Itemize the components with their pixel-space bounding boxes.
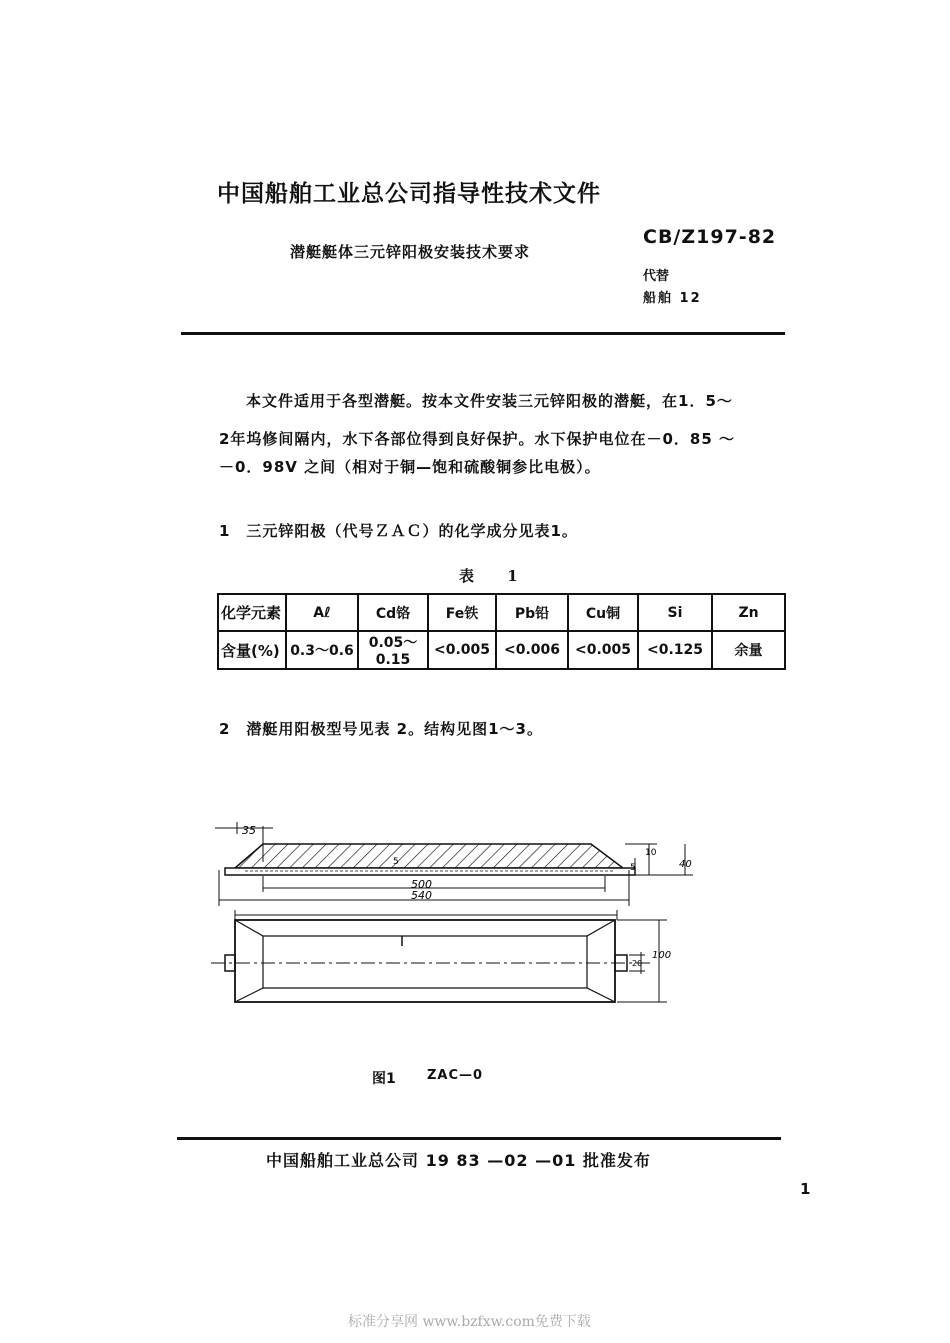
table-cell: <0.005: [428, 631, 496, 669]
intro-paragraph-line: －0．98V 之间（相对于铜—饱和硫酸铜参比电极）。: [219, 458, 601, 476]
figure-label: 图1: [372, 1071, 396, 1087]
table-cell: <0.005: [568, 631, 638, 669]
footer-divider: [177, 1137, 781, 1140]
dim-10: 10: [645, 848, 657, 858]
table-cell: 0.3～0.6: [286, 631, 358, 669]
intro-paragraph-line: 本文件适用于各型潜艇。按本文件安装三元锌阳极的潜艇，在1．5～: [246, 392, 733, 410]
dim-20: 20: [632, 959, 643, 968]
watermark: 标准分享网 www.bzfxw.com免费下载: [348, 1314, 591, 1330]
dim-35: 35: [242, 824, 256, 837]
table-cell: Cd铬: [358, 594, 428, 631]
table-cell: <0.125: [638, 631, 712, 669]
standard-code: CB/Z197-82: [643, 226, 777, 248]
clause-2: 2 潜艇用阳极型号见表 2。结构见图1～3。: [219, 720, 543, 738]
header-divider: [181, 332, 785, 335]
dim-5-step: 5: [630, 863, 636, 873]
figure-id: ZAC—0: [427, 1068, 484, 1083]
replaces-label: 代替: [643, 269, 670, 284]
dim-100: 100: [652, 950, 672, 961]
table-cell: 余量: [712, 631, 785, 669]
composition-table: [217, 593, 786, 670]
table-caption: 表 1: [459, 567, 532, 585]
issue-line: 中国船舶工业总公司 19 83 —02 —01 批准发布: [266, 1151, 651, 1170]
document-title: 潜艇艇体三元锌阳极安装技术要求: [290, 243, 531, 261]
table-cell: Aℓ: [286, 594, 358, 631]
dim-540: 540: [411, 889, 432, 902]
page-number: 1: [800, 1180, 811, 1198]
dim-500: 500: [411, 878, 432, 891]
intro-paragraph-line: 2年坞修间隔内，水下各部位得到良好保护。水下保护电位在－0．85 ～: [219, 430, 735, 448]
table-header-row: [218, 594, 785, 631]
organization-title: 中国船舶工业总公司指导性技术文件: [217, 180, 601, 207]
table-cell: Zn: [712, 594, 785, 631]
dim-40: 40: [679, 859, 692, 870]
replaces-value: 船舶 12: [643, 291, 702, 306]
top-view: [211, 910, 671, 1002]
table-cell: <0.006: [496, 631, 568, 669]
side-view: [215, 822, 693, 906]
table-cell: Fe铁: [428, 594, 496, 631]
dim-5-inner: 5: [393, 857, 399, 867]
table-cell: 含量(%): [218, 631, 286, 669]
clause-1: 1 三元锌阳极（代号ＺＡＣ）的化学成分见表1。: [219, 522, 578, 540]
table-cell: Cu铜: [568, 594, 638, 631]
table-cell: Pb铅: [496, 594, 568, 631]
table-cell: 0.05～0.15: [358, 631, 428, 669]
anode-drawing: [205, 812, 705, 1052]
table-row: [218, 631, 785, 669]
table-cell: 化学元素: [218, 594, 286, 631]
table-cell: Si: [638, 594, 712, 631]
